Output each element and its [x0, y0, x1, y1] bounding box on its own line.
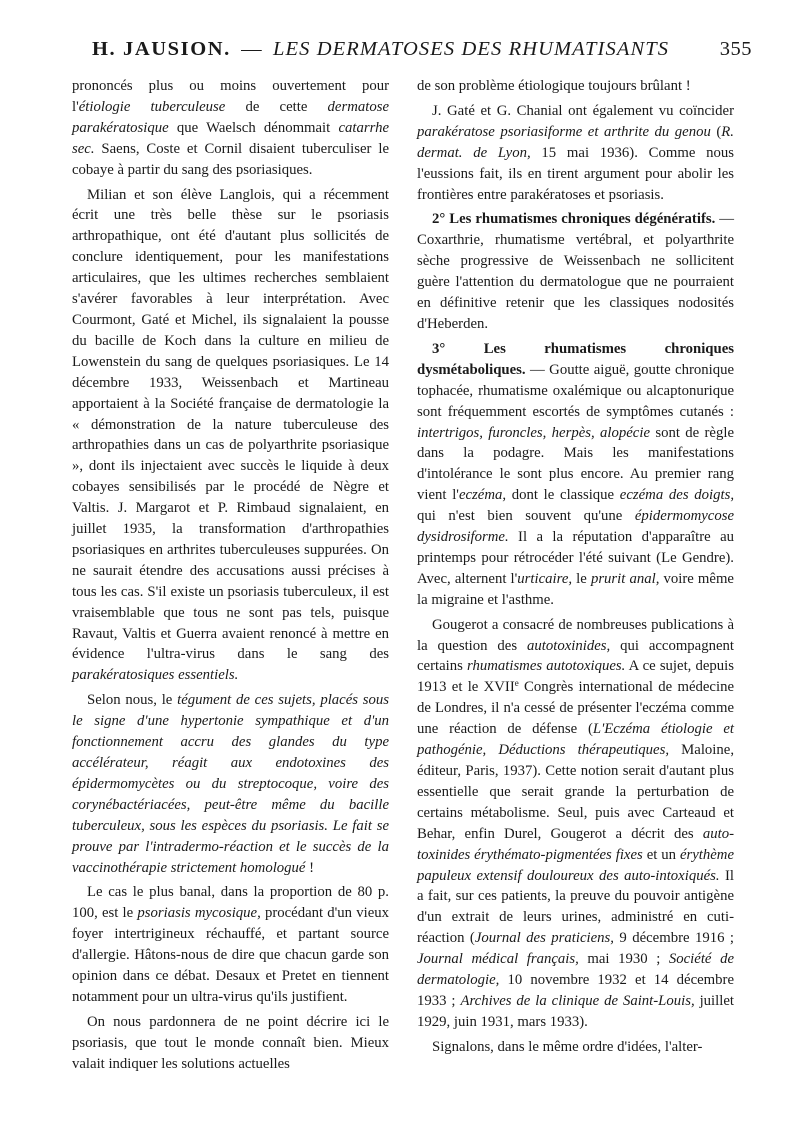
italic-run: tégument de ces sujets, placés sous le signe d'une hypertonie sympathique et d'un fonctionnement accru des glandes du type accélérateur, réagit aux endotoxines des épidermomycètes ou du streptocoque, voire des corynébactériacées, peut-être même du bacille tuberculeux, sous les espèces du psoriasis. Le fait se prouve par l'intradermo-réaction et le succès de la vaccinothérapie strictement homologué: [72, 692, 390, 876]
italic-run: L'Eczéma étiologie et pathogénie, Déductions thérapeutiques,: [417, 721, 735, 759]
italic-run: épidermomycose dysidrosiforme.: [417, 508, 734, 546]
page-number: 355: [719, 38, 752, 60]
paragraph: [72, 1012, 389, 1075]
text-run: sont de règle dans la podagre. Mais les manifestations d'intolérance le sont plus encore. Au premier rang vient l': [417, 424, 734, 504]
text-run: 10 novembre 1932 et 14 décembre 1933 ;: [417, 972, 734, 1009]
italic-run: urticaire,: [517, 570, 573, 587]
text-run: (: [710, 123, 722, 140]
text-run: de son problème étiologique toujours brûlant !: [417, 78, 691, 94]
text-run: Congrès international de médecine de Londres, il n'a cessé de présenter l'eczéma comme une réaction de défense (: [417, 679, 734, 738]
text-run: Gougerot a consacré de nombreuses publications à la question des: [417, 616, 734, 654]
text-run: Saens, Coste et Cornil disaient tuberculiser le cobaye à partir du sang des psoriasiques.: [72, 140, 389, 178]
text-run: A ce sujet, depuis 1913 et le XVII: [417, 658, 734, 696]
text-run: 9 décembre 1916 ;: [613, 930, 735, 947]
text-run: qui n'est bien souvent qu'une: [417, 508, 635, 525]
paragraph: [417, 76, 734, 97]
text-run: dont le classique: [506, 487, 620, 504]
header-dash: —: [241, 38, 263, 60]
text-run: — Coxarthrie, rhumatisme vertébral, et polyarthrite sèche progressive de Weissenbach ne sollicitent guère l'attention du dermatologue que ne pourraient en définitive retenir que les classiques nodosités d'Heberden.: [417, 211, 734, 332]
text-run: de cette: [225, 98, 328, 115]
text-run: qui accompagnent certains: [417, 637, 734, 675]
section-heading: 2° Les rhumatismes chroniques dégénératifs.: [432, 211, 716, 228]
italic-run: catarrhe sec.: [72, 119, 389, 157]
italic-run: Journal des praticiens,: [474, 930, 614, 947]
text-run: — Goutte aiguë, goutte chronique tophacée, rhumatisme oxalémique ou alcaptonurique sont fréquemment escortés de symptômes cutanés :: [417, 361, 734, 420]
italic-run: étiologie tuberculeuse: [78, 98, 226, 115]
header-author: H. JAUSION.: [92, 38, 231, 60]
text-run: le: [572, 570, 591, 587]
left-column: [72, 76, 389, 1075]
italic-run: parakératosiques essentiels.: [72, 667, 239, 684]
text-run: procédant d'un vieux foyer intertrigineux réchauffé, et partant source d'allergie. Hâtons-nous de dire que chacun garde son opinion dans ce débat. Desaux et Pretet en tiennent notamment pour un ultra-virus qu'ils justifient.: [72, 905, 390, 1005]
italic-run: autotoxinides,: [527, 637, 611, 654]
italic-run: eczéma des doigts,: [619, 487, 735, 504]
paragraph: [417, 209, 734, 334]
italic-run: rhumatismes autotoxiques.: [467, 658, 626, 675]
text-run: voire même la migraine et l'asthme.: [417, 570, 734, 608]
text-run: juillet 1929, juin 1931, mars 1933).: [417, 992, 734, 1030]
italic-run: Société de dermatologie,: [417, 951, 734, 989]
text-run: prononcés plus ou moins ouvertement pour l': [72, 78, 389, 115]
italic-run: parakératose psoriasiforme et arthrite du genou: [417, 123, 711, 140]
text-run: On nous pardonnera de ne point décrire ici le psoriasis, que tout le monde connaît bien. Mieux valait indiquer les solutions actuelles: [72, 1013, 389, 1072]
italic-run: auto-toxinides érythémato-pigmentées fixes: [417, 825, 734, 863]
text-run: Milian et son élève Langlois, qui a récemment écrit une très belle thèse sur le psoriasis arthropathique, ont été d'autant plus sollicités de conclure identiquement, pour les manifestations articulaires, que les ultimes recherches semblaient s'avérer favorables à leur interprétation. Avec Courmont, Gaté et Michel, ils signalaient la pousse du bacille de Koch dans la culture en milieu de Lowenstein du sang de quelques psoriasiques. Le 14 décembre 1933, Weissenbach et Martineau apportaient à la Société française de dermatologie la « démonstration de la nature tuberculeuse des arthropathies dans un cas de polyarthrite psoriasique », dont ils injectaient avec succès le liquide à deux cobayes sensibilisés par le procédé de Nègre et Valtis. J. Margarot et P. Rimbaud signalaient, en juillet 1935, la transformation d'arthropathies psoriasiques en arthrites tuberculeuses suppurées. On ne saurait étendre des accusations aussi précises à tous les cas. S'il existe un psoriasis tuberculeux, il est vraisemblable que tous ne sont pas tels, puisque Ravaut, Valtis et Guerra avaient renoncé à mettre en évidence l'ultra-virus dans le sang des: [72, 186, 389, 663]
paragraph: [72, 185, 389, 687]
text-run: Le cas le plus banal, dans la proportion de 80 p. 100, est le: [72, 884, 389, 922]
text-run: Il a fait, sur ces patients, la preuve du pouvoir antigène d'un extrait de leurs urines, administré en cuti-réaction (: [417, 867, 734, 947]
text-run: Maloine, éditeur, Paris, 1937). Cette notion serait d'autant plus essentielle que serait grande la perturbation de certains métabolisme. Seul, puis avec Carteaud et Behar, enfin Durel, Gougerot a décrit des: [417, 742, 735, 842]
text-run: et un: [642, 846, 680, 863]
text-run: Signalons, dans le même ordre d'idées, l'alter-: [432, 1038, 703, 1055]
superscript: e: [514, 678, 519, 689]
italic-run: érythème papuleux extensif douloureux des auto-intoxiqués.: [417, 846, 734, 884]
italic-run: Archives de la clinique de Saint-Louis,: [460, 992, 695, 1009]
text-run: 15 mai 1936). Comme nous l'eussions fait, ils en tirent argument pour abolir les frontières entre parakératoses et psoriasis.: [417, 144, 734, 203]
text-run: J. Gaté et G. Chanial ont également vu coïncider: [432, 102, 734, 119]
italic-run: Journal médical français,: [417, 951, 579, 968]
italic-run: psoriasis mycosique,: [137, 905, 261, 922]
header-running-title: LES DERMATOSES DES RHUMATISANTS: [273, 38, 670, 60]
text-run: Il a la réputation d'apparaître au printemps pour rétrocéder l'été suivant (Le Gendre). Avec, alternent l': [417, 529, 734, 587]
paragraph: [72, 882, 389, 1007]
paragraph: [417, 1037, 734, 1058]
running-header: [92, 38, 752, 72]
paragraph: [417, 615, 734, 1033]
italic-run: dermatose parakératosique: [72, 98, 389, 136]
italic-run: intertrigos, furoncles, herpès, alopécie: [417, 424, 650, 441]
text-run: Selon nous, le: [87, 692, 178, 709]
italic-run: eczéma,: [458, 487, 507, 504]
paragraph: [72, 690, 389, 878]
italic-run: prurit anal,: [590, 570, 660, 587]
text-run: que Waelsch dénommait: [168, 119, 339, 136]
italic-run: R. dermat. de Lyon,: [417, 123, 734, 161]
paragraph: [417, 339, 734, 611]
text-run: !: [305, 859, 315, 876]
paragraph: [72, 76, 389, 181]
paragraph: [417, 101, 734, 206]
right-column: [417, 76, 734, 1058]
text-run: mai 1930 ;: [578, 951, 669, 968]
section-heading: 3° Les rhumatismes chroniques dysmétaboliques.: [417, 340, 734, 378]
